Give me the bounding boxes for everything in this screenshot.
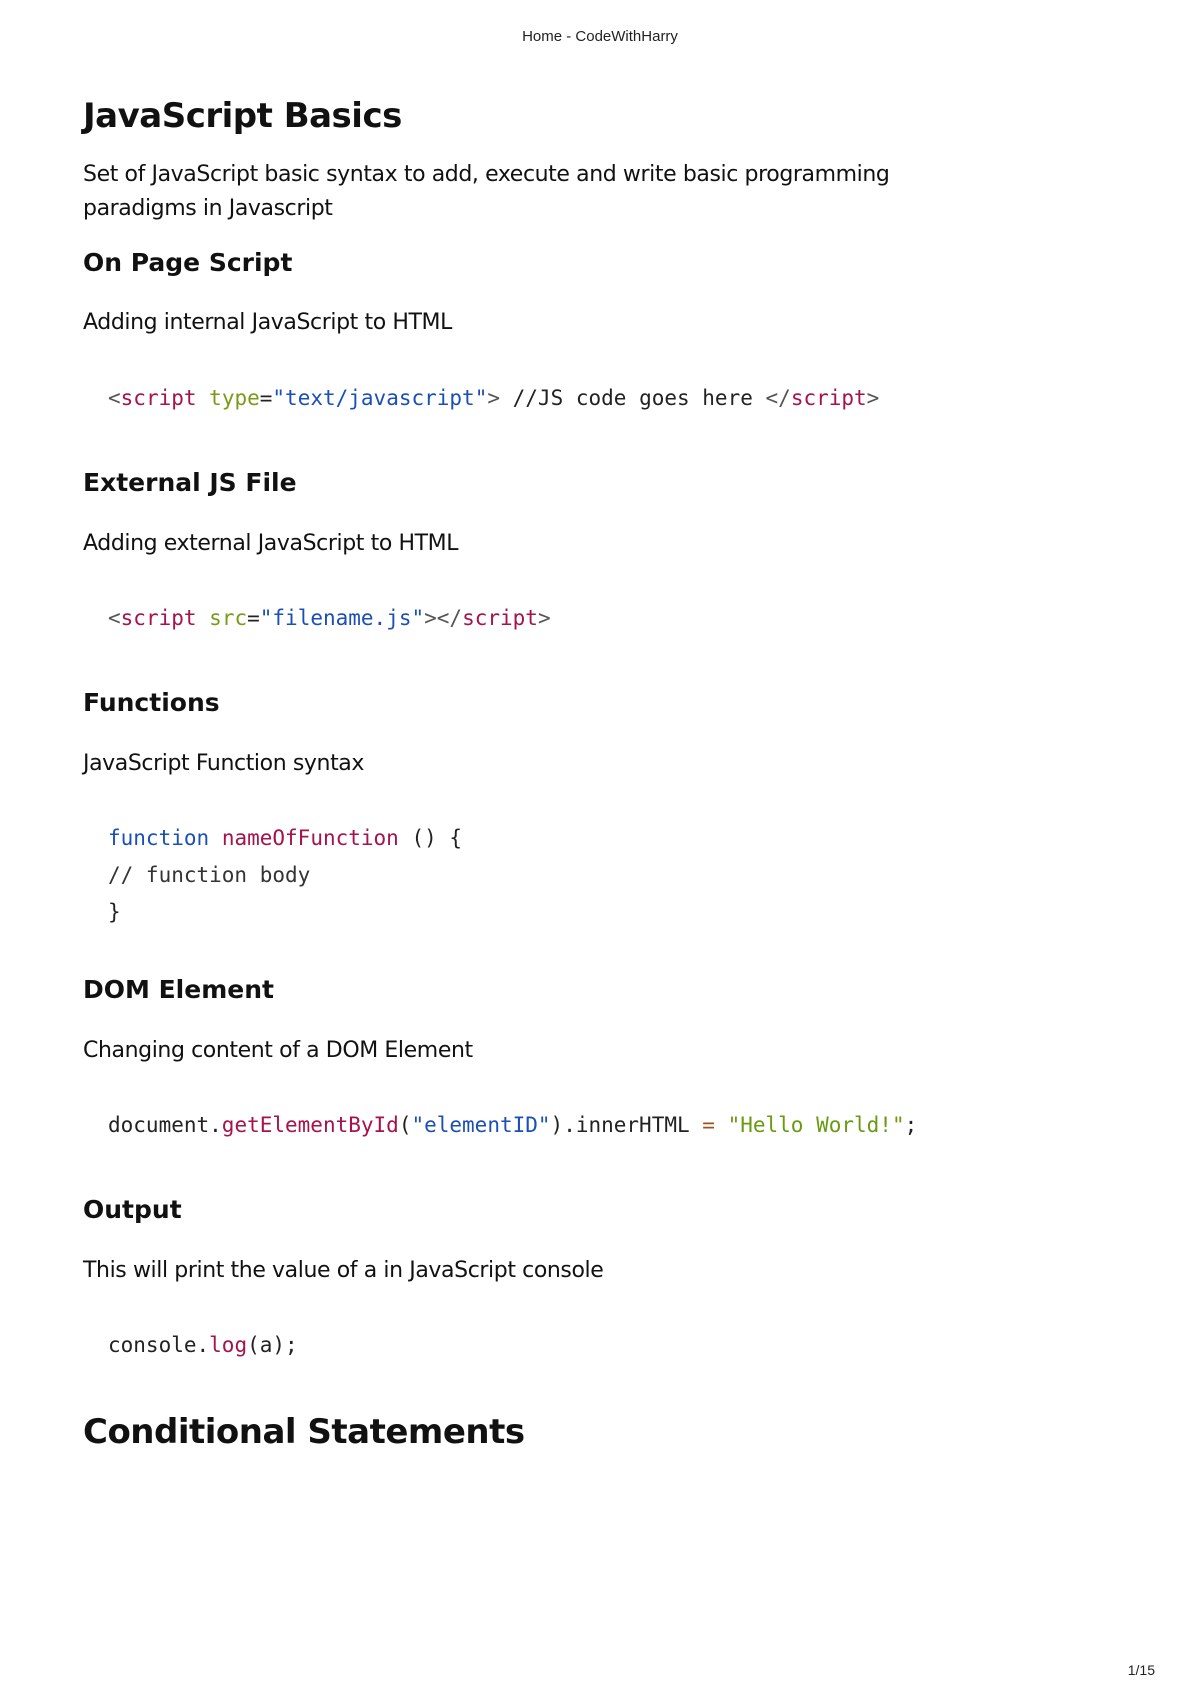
section-title-conditional-statements: Conditional Statements [83, 1412, 525, 1452]
intro-text: Set of JavaScript basic syntax to add, execute and write basic programming paradigms in Javascript [83, 162, 890, 221]
code-block-on-page-script: <script type="text/javascript"> //JS code goes here </script> [108, 386, 880, 410]
page-number: 1/15 [1127, 1662, 1155, 1678]
code-block-dom-element: document.getElementById("elementID").innerHTML = "Hello World!"; [108, 1113, 918, 1137]
section-description: This will print the value of a in JavaScript console [83, 1258, 604, 1283]
code-block-output: console.log(a); [108, 1333, 298, 1357]
section-description: Changing content of a DOM Element [83, 1038, 473, 1063]
page-header: Home - CodeWithHarry [522, 28, 678, 45]
section-heading-output: Output [83, 1195, 182, 1224]
code-block-function: function nameOfFunction () { // function body } [108, 826, 463, 924]
section-heading-dom-element: DOM Element [83, 975, 274, 1004]
section-description: JavaScript Function syntax [83, 751, 364, 776]
section-heading-external-js-file: External JS File [83, 468, 297, 497]
section-heading-on-page-script: On Page Script [83, 248, 293, 277]
page-title: JavaScript Basics [83, 96, 402, 136]
section-description: Adding external JavaScript to HTML [83, 531, 459, 556]
section-heading-functions: Functions [83, 688, 220, 717]
code-block-external-js: <script src="filename.js"></script> [108, 606, 551, 630]
section-description: Adding internal JavaScript to HTML [83, 310, 452, 335]
